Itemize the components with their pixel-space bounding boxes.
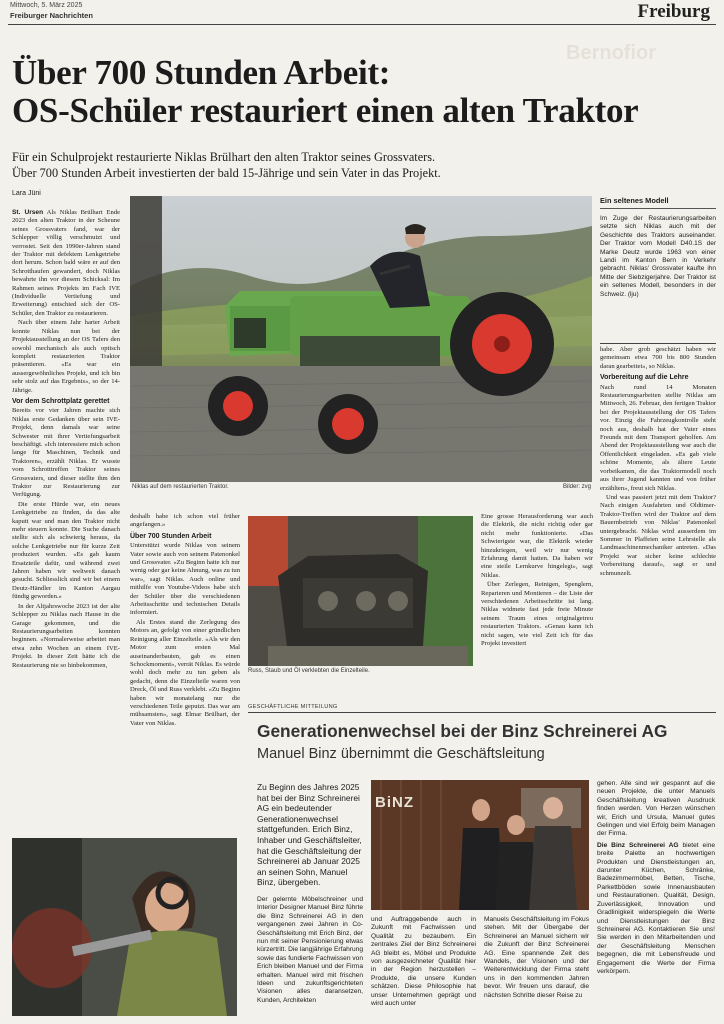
paragraph: Unterstützt wurde Niklas von seinem Vater sowie auch von seinem Patenonkel und Grossvater. «Zu Beginn hatte ich nur wenig oder gar keine Ahnung, was zu tun war», sagt Niklas. Auch online und mithilfe von Youtube-Videos habe sich der Schüler über die verschiedenen Arbeitsschritte und technischen Details informiert.: [130, 542, 240, 617]
lead-line-1: Für ein Schulprojekt restaurierte Niklas Brülhart den alten Traktor seines Grossvaters.: [12, 150, 436, 164]
article-column-3: [481, 513, 593, 650]
ad-column-1: Der gelernte Möbelschreiner und Interior Designer Manuel Binz führte die Binz Schreinerei AG in den vergangenen zwei Jahren in Co-Geschäftsleitung mit Erich Binz, der nun mit seiner Pensionierung etwas kürzertritt. Die langjährige Erfahrung sowie das fundierte Fachwissen von Erich bleiben Manuel und der Firma erhalten. Manuel wird mit frischen Ideen und zukunftsgerichteten Visionen alles daransetzen, Kunden, Architekten: [257, 896, 363, 1004]
paragraph: Und was passiert jetzt mit dem Traktor? Nach einigen Ausfahrten und Oldtimer-Traktor-Treffen wird der Traktor auf dem Bauernbetrieb von Niklas' Patenonkel untergebracht. Niklas wird ausserdem im Sommer in Plaffeien seine Lehrstelle als Landmaschinenmechaniker antreten. «Das Projekt war sicher keine schlechte Vorbereitung darauf», sagt er und schmunzelt.: [600, 493, 716, 577]
paragraph: Bereits vor vier Jahren machte sich Niklas erste Gedanken über sein IVE-Projekt, denn damals war seine Schwester mit ihrer Vertiefungsarbeit beschäftigt. «Ich interessiere mich schon lange für Maschinen, Technik und Traktoren», erzählt Niklas. Er wusste vom Schrotttreffen Traktor seines Grossvaters, und dieser stellte ihm den Traktor zur Restaurierung zur Verfügung.: [12, 407, 120, 499]
paragraph: Eine grosse Herausforderung war auch die Elektrik, die nicht richtig oder gar nicht mehr funktionierte. «Das Schwierigste war, die Elektrik wieder hinzukriegen, weil wir nur wenig Erfahrung damit hatten. Da haben wir eine steile Lernkurve hingelegt», sagt Niklas.: [481, 513, 593, 579]
photo-credit: Bilder: zvg: [563, 484, 592, 490]
bleed-through-ad: Bernofior: [566, 42, 656, 64]
binz-sign: BiNZ: [375, 794, 414, 811]
headline-line-2: OS-Schüler restauriert einen alten Traktor: [12, 91, 639, 130]
sidebar-rule: [600, 343, 716, 344]
dateline: St. Ursen: [12, 209, 44, 216]
paragraph: habe. Aber grob geschätzt haben wir gemeinsam etwa 700 bis 800 Stunden daran gearbeitet», so Niklas.: [600, 346, 716, 370]
paragraph: deshalb habe ich schon viel früher angefangen.»: [130, 513, 240, 529]
workshop-illustration: [12, 838, 237, 1016]
engine-illustration: [248, 516, 473, 666]
paragraph: Nach rund 14 Monaten Restaurierungsarbeiten stellte Niklas am Mittwoch, 26. Februar, den fertigen Traktor bei der Projektausstellung der OS Tafers vor. Einzig die Fahrzeugkontrolle steht noch aus, deshalb hat der Vater eines Freunds mit dem Transport geholfen. Am Abend der Projektausstellung war auch die Öffentlichkeit eingeladen. «Es gab viele schöne Momente, als ältere Leute vorbeikamen, die das Traktormodell noch aus ihrer Jugend kannten und von früher erzählten», freut sich Niklas.: [600, 383, 716, 492]
lead: [12, 149, 612, 181]
article-column-1: [12, 209, 120, 671]
headline-line-1: Über 700 Stunden Arbeit:: [12, 53, 391, 92]
ad-intro: Zu Beginn des Jahres 2025 hat bei der Binz Schreinerei AG ein bedeutender Generationenwechsel stattgefunden. Erich Binz, Inhaber und Geschäftsleiter, hat die Geschäftsleitung der Schreinerei ab Januar 2025 an seinen Sohn, Manuel Binz, übergeben.: [257, 782, 362, 888]
sidebar-title: Ein seltenes Modell: [600, 196, 716, 209]
tractor-caption: Niklas auf dem restaurierten Traktor.: [132, 484, 229, 490]
engine-caption: Russ, Staub und Öl verklebten die Einzelteile.: [248, 668, 370, 674]
tractor-photo: [130, 196, 592, 482]
paragraph-text: Als Niklas Brülhart Ende 2023 den alten Traktor in der Scheune seines Grossvaters fand, war der Schlepper völlig verschmutzt und verrostet. Seit den 1990er-Jahren stand der Traktor mit defektem Lenkgetriebe dort herum. Schon bald wäre er auf den Schrotthaufen gewandert, doch Niklas bewahrte ihn vor diesem Schicksal: Im Rahmen seines Projekts im Fach IVE (Individuelle Vertiefung und Erweiterung) entschied sich der OS-Schüler, den Traktor zu restaurieren.: [12, 209, 120, 317]
paragraph: Nach über einem Jahr harter Arbeit konnte Niklas nun bei der Projektausstellung an der OS Tafers den sowohl mechanisch als auch optisch komplett restaurierten Traktor präsentieren. «Es war ein aussergewöhnliches Projekt, und ich bin sehr stolz auf das Ergebnis», so der 14-Jährige.: [12, 319, 120, 394]
subheading: Vor dem Schrottplatz gerettet: [12, 397, 110, 405]
article-column-4: [600, 346, 716, 579]
paragraph: Über Zerlegen, Reinigen, Spenglern, Reparieren und Montieren – die Liste der verschiedenen Arbeitsschritte ist lang. Niklas widmete fast jede freie Minute seinem Traum eines originalgetreu restaurierten Traktors. «Genau kann ich nicht sagen, wie viel Zeit ich für das Projekt investiert: [481, 581, 593, 648]
ad-column-4-paragraph-1: gehen. Alle sind wir gespannt auf die neuen Projekte, die unter Manuels Geschäftsleitung kreativen Ausdruck finden werden. Von Herzen wünschen wir, Erich und Ursula, Manuel gutes Gelingen und viel Erfolg beim Managen der Firma.: [597, 780, 715, 838]
headline: [12, 54, 712, 130]
tractor-illustration: [130, 196, 592, 482]
ad-headline: Generationenwechsel bei der Binz Schreinerei AG: [257, 721, 668, 741]
ad-column-4-paragraph-2: [597, 842, 715, 977]
subheading: Vorbereitung auf die Lehre: [600, 374, 689, 382]
ad-column-2: und Auftraggebende auch in Zukunft mit Fachwissen und Qualität zu bezaubern. Ein zentrales Ziel der Binz Schreinerei AG bleibt es, Möbel und Produkte von ausgezeichneter Qualität hier in der Region herzustellen – Produkte, die unsere Kunden schätzen. Diese Philosophie hat unser Unternehmen geprägt und wird auch unter: [371, 916, 476, 1008]
subheading: Über 700 Stunden Arbeit: [130, 532, 212, 540]
paragraph: [12, 209, 120, 318]
ad-subhead: Manuel Binz übernimmt die Geschäftsleitung: [257, 746, 545, 762]
ad-label: GESCHÄFTLICHE MITTEILUNG: [248, 704, 338, 710]
article-column-2: [130, 513, 240, 729]
ad-column-4: [597, 780, 715, 976]
issue-date: Mittwoch, 5. März 2025: [10, 2, 83, 9]
author: Lara Jüni: [12, 190, 41, 197]
header-rule: [8, 24, 716, 25]
workshop-photo: [12, 838, 237, 1016]
newspaper-name: Freiburger Nachrichten: [10, 11, 93, 20]
sidebar-text: Im Zuge der Restaurierungsarbeiten setzte sich Niklas auch mit der Geschichte des Traktors auseinander. Der Traktor vom Modell D40.1S der Marke Deutz wurde 1963 von einer Landi im Kanton Bern in Verkehr gebracht. Niklas' Grossvater kaufte ihn Mitte der Siebzigerjahre. Der Traktor ist ein seltenes Modell, besonders in der Schweiz. (lju): [600, 215, 716, 298]
lead-line-2: Über 700 Stunden Arbeit investierten der bald 15-Jährige und sein Vater in das Projekt.: [12, 166, 441, 180]
section-title: Freiburg: [637, 1, 710, 22]
paragraph: Als Erstes stand die Zerlegung des Motors an, gefolgt von einer gründlichen Reinigung aller Einzelteile. «Als wir den Motor zum ersten Mal auseinanderbauten, gab es einen Schockmoment», verrät Niklas. Es würde wohl doch mehr zu tun geben als gedacht, denn die Einzelteile waren von Dreck, Öl und Russ verklebt. «Zu Beginn haben wir monatelang nur die verschiedenen Teile geputzt. Das war am mühsamsten», sagt Elmar Brülhart, der Vater von Niklas.: [130, 618, 240, 727]
ad-column-3: Manuels Geschäftsleitung im Fokus stehen. Mit der Übergabe der Schreinerei an Manuel sichern wir die Zukunft der Binz Schreinerei AG. Eine spannende Zeit des Wandels, der Visionen und der Weiterentwicklung der Firma steht uns in den kommenden Jahren bevor. Wir freuen uns darauf, die nächsten Schritte dieser Reise zu: [484, 916, 589, 999]
binz-team-photo: [371, 780, 589, 910]
engine-photo: [248, 516, 473, 666]
sidebar-box: [600, 196, 716, 299]
paragraph: In der Altjahrswoche 2023 ist der alte Schlepper zu Niklas nach Hause in die Garage gekommen, und die Restaurierungsarbeiten konnten beginnen. «Normalerweise arbeitet man etwa zehn Wochen an einem IVE-Projekt. In dieser Zeit hätte ich die Restaurierung nie so hinbekommen,: [12, 602, 120, 669]
company-name: Die Binz Schreinerei AG: [597, 841, 679, 849]
ad-column-4-text: bietet eine breite Palette an hochwertigen Produkten und Dienstleistungen an, darunter Küchen, Schränke, Badezimmermöbel, Betten, Tische, Parkettböden sowie Innenausbauten und Restaurationen. Qualität, Design, Zuverlässigkeit, Innovation und Gradlinigkeit widerspiegeln die Werte und Dienstleistungen der Binz Schreinerei AG. Kontaktieren Sie uns! Sie werden in den Mitarbeitenden und der Geschäftsleitung Menschen begegnen, die mit Lebensfreude und Engagement die Werte der Firma verkörpern.: [597, 841, 715, 975]
ad-top-rule: [248, 712, 716, 713]
paragraph: Die erste Hürde war, ein neues Lenkgetriebe zu finden, da das alte kaputt war und man den Traktor nicht mehr steuern konnte. Die Suche danach stellte sich als schwierig heraus, da solche Lenkgetriebe nur für kurze Zeit produziert wurden. «Es gab kaum Ersatzteile dafür, und während zwei Jahren haben wir weltweit danach gesucht. Schliesslich sind wir bei einem Deutz-Händler im Kanton Aargau fündig geworden.»: [12, 500, 120, 601]
